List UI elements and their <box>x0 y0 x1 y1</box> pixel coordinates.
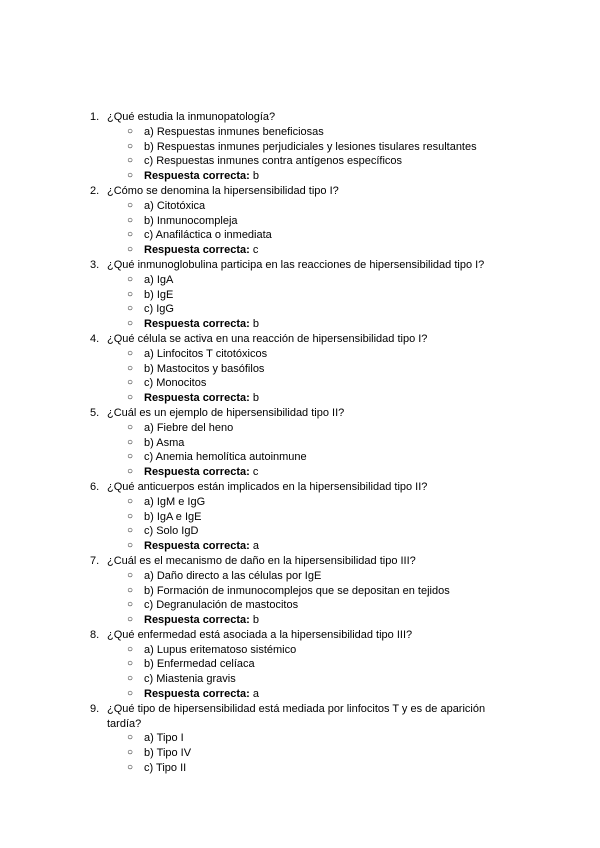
answer-value: c <box>252 466 259 479</box>
option-item <box>127 746 510 761</box>
circle-bullet-icon: ○ <box>127 214 134 226</box>
answer-label: Respuesta correcta: <box>144 318 250 331</box>
answer-item <box>127 613 510 628</box>
answer-line <box>144 243 510 258</box>
option-list <box>90 199 510 258</box>
question-list <box>90 110 510 776</box>
question-number: 7. <box>90 554 100 567</box>
circle-bullet-icon: ○ <box>127 273 134 285</box>
answer-item <box>127 243 510 258</box>
circle-bullet-icon: ○ <box>127 658 134 670</box>
question-item <box>90 258 510 332</box>
option-list <box>90 643 510 702</box>
question-text: ¿Qué anticuerpos están implicados en la hipersensibilidad tipo II? <box>107 480 428 493</box>
question-number: 4. <box>90 332 100 345</box>
answer-label: Respuesta correcta: <box>144 614 250 627</box>
circle-bullet-icon: ○ <box>127 599 134 611</box>
question-item <box>90 110 510 184</box>
option-item <box>127 761 510 776</box>
question-line <box>90 628 510 643</box>
circle-bullet-icon: ○ <box>127 451 134 463</box>
option-item <box>127 598 510 613</box>
answer-item <box>127 465 510 480</box>
option-item <box>127 154 510 169</box>
answer-line <box>144 317 510 332</box>
answer-value: c <box>252 244 259 257</box>
question-item <box>90 184 510 258</box>
answer-item <box>127 317 510 332</box>
circle-bullet-icon: ○ <box>127 525 134 537</box>
question-line <box>90 480 510 495</box>
answer-item <box>127 539 510 554</box>
option-item <box>127 524 510 539</box>
question-item <box>90 554 510 628</box>
circle-bullet-icon: ○ <box>127 362 134 374</box>
question-line <box>90 702 510 732</box>
option-item <box>127 436 510 451</box>
answer-line <box>144 539 510 554</box>
option-item <box>127 273 510 288</box>
option-text: b) IgA e IgE <box>144 510 202 523</box>
question-line <box>90 406 510 421</box>
question-line <box>90 332 510 347</box>
circle-bullet-icon: ○ <box>127 614 134 626</box>
circle-bullet-icon: ○ <box>127 584 134 596</box>
circle-bullet-icon: ○ <box>127 762 134 774</box>
option-item <box>127 421 510 436</box>
option-item <box>127 584 510 599</box>
question-item <box>90 480 510 554</box>
answer-label: Respuesta correcta: <box>144 392 250 405</box>
answer-label: Respuesta correcta: <box>144 540 250 553</box>
circle-bullet-icon: ○ <box>127 392 134 404</box>
option-text: a) Daño directo a las células por IgE <box>144 569 322 582</box>
option-item <box>127 140 510 155</box>
option-text: b) IgE <box>144 288 174 301</box>
option-list <box>90 731 510 775</box>
option-list <box>90 347 510 406</box>
question-number: 9. <box>90 702 100 715</box>
question-text: ¿Qué célula se activa en una reacción de hipersensibilidad tipo I? <box>107 332 428 345</box>
question-text: ¿Cuál es el mecanismo de daño en la hipersensibilidad tipo III? <box>107 554 416 567</box>
option-item <box>127 731 510 746</box>
question-text: ¿Cómo se denomina la hipersensibilidad tipo I? <box>107 184 339 197</box>
answer-value: b <box>252 392 259 405</box>
question-line <box>90 184 510 199</box>
question-text: ¿Qué tipo de hipersensibilidad está mediada por linfocitos T y es de aparición tardía? <box>107 702 486 730</box>
option-item <box>127 347 510 362</box>
option-item <box>127 657 510 672</box>
option-item <box>127 672 510 687</box>
option-list <box>90 569 510 628</box>
option-text: c) Degranulación de mastocitos <box>144 599 299 612</box>
question-item <box>90 628 510 702</box>
answer-label: Respuesta correcta: <box>144 688 250 701</box>
option-text: a) Tipo I <box>144 732 184 745</box>
circle-bullet-icon: ○ <box>127 377 134 389</box>
circle-bullet-icon: ○ <box>127 732 134 744</box>
option-text: a) Linfocitos T citotóxicos <box>144 347 268 360</box>
circle-bullet-icon: ○ <box>127 673 134 685</box>
option-text: b) Enfermedad celíaca <box>144 658 255 671</box>
option-text: a) Citotóxica <box>144 199 206 212</box>
circle-bullet-icon: ○ <box>127 510 134 522</box>
circle-bullet-icon: ○ <box>127 125 134 137</box>
option-text: a) Lupus eritematoso sistémico <box>144 643 297 656</box>
question-item <box>90 702 510 776</box>
circle-bullet-icon: ○ <box>127 303 134 315</box>
question-number: 3. <box>90 258 100 271</box>
question-line <box>90 258 510 273</box>
question-text: ¿Qué inmunoglobulina participa en las reacciones de hipersensibilidad tipo I? <box>107 258 485 271</box>
question-number: 1. <box>90 111 100 123</box>
question-number: 2. <box>90 184 100 197</box>
circle-bullet-icon: ○ <box>127 540 134 552</box>
circle-bullet-icon: ○ <box>127 569 134 581</box>
option-text: a) Fiebre del heno <box>144 421 234 434</box>
option-text: a) IgA <box>144 273 174 286</box>
circle-bullet-icon: ○ <box>127 229 134 241</box>
option-text: b) Tipo IV <box>144 747 192 760</box>
circle-bullet-icon: ○ <box>127 244 134 256</box>
answer-value: b <box>252 170 259 183</box>
answer-line <box>144 613 510 628</box>
question-number: 6. <box>90 480 100 493</box>
answer-item <box>127 687 510 702</box>
answer-value: a <box>252 688 259 701</box>
option-item <box>127 214 510 229</box>
question-line <box>90 110 510 125</box>
circle-bullet-icon: ○ <box>127 347 134 359</box>
question-item <box>90 332 510 406</box>
option-text: b) Formación de inmunocomplejos que se depositan en tejidos <box>144 584 450 597</box>
circle-bullet-icon: ○ <box>127 155 134 167</box>
answer-value: b <box>252 614 259 627</box>
circle-bullet-icon: ○ <box>127 466 134 478</box>
option-item <box>127 643 510 658</box>
circle-bullet-icon: ○ <box>127 643 134 655</box>
question-item <box>90 406 510 480</box>
answer-line <box>144 687 510 702</box>
answer-line <box>144 465 510 480</box>
option-item <box>127 569 510 584</box>
answer-item <box>127 169 510 184</box>
question-text: ¿Qué estudia la inmunopatología? <box>107 111 276 123</box>
question-line <box>90 554 510 569</box>
circle-bullet-icon: ○ <box>127 170 134 182</box>
option-text: c) Anafiláctica o inmediata <box>144 229 272 242</box>
option-text: a) IgM e IgG <box>144 495 206 508</box>
answer-label: Respuesta correcta: <box>144 466 250 479</box>
option-text: c) Anemia hemolítica autoinmune <box>144 451 307 464</box>
circle-bullet-icon: ○ <box>127 288 134 300</box>
option-item <box>127 288 510 303</box>
option-text: c) Monocitos <box>144 377 207 390</box>
answer-line <box>144 391 510 406</box>
option-text: c) Solo IgD <box>144 525 199 538</box>
circle-bullet-icon: ○ <box>127 421 134 433</box>
option-text: c) Tipo II <box>144 762 187 775</box>
circle-bullet-icon: ○ <box>127 495 134 507</box>
option-text: c) IgG <box>144 303 174 316</box>
question-number: 5. <box>90 406 100 419</box>
option-list <box>90 125 510 184</box>
answer-item <box>127 391 510 406</box>
option-text: b) Asma <box>144 436 185 449</box>
answer-value: a <box>252 540 259 553</box>
question-text: ¿Cuál es un ejemplo de hipersensibilidad tipo II? <box>107 406 345 419</box>
circle-bullet-icon: ○ <box>127 318 134 330</box>
option-text: b) Mastocitos y basófilos <box>144 362 265 375</box>
question-number: 8. <box>90 628 100 641</box>
option-item <box>127 495 510 510</box>
circle-bullet-icon: ○ <box>127 436 134 448</box>
option-item <box>127 450 510 465</box>
option-item <box>127 362 510 377</box>
option-item <box>127 376 510 391</box>
circle-bullet-icon: ○ <box>127 140 134 152</box>
option-list <box>90 273 510 332</box>
option-text: c) Miastenia gravis <box>144 673 236 686</box>
option-list <box>90 495 510 554</box>
answer-label: Respuesta correcta: <box>144 244 250 257</box>
option-text: a) Respuestas inmunes beneficiosas <box>144 125 324 138</box>
option-item <box>127 125 510 140</box>
option-text: c) Respuestas inmunes contra antígenos específicos <box>144 155 403 168</box>
option-item <box>127 199 510 214</box>
answer-label: Respuesta correcta: <box>144 170 250 183</box>
question-text: ¿Qué enfermedad está asociada a la hipersensibilidad tipo III? <box>107 628 413 641</box>
option-item <box>127 302 510 317</box>
option-item <box>127 228 510 243</box>
option-text: b) Inmunocompleja <box>144 214 238 227</box>
answer-value: b <box>252 318 259 331</box>
option-text: b) Respuestas inmunes perjudiciales y lesiones tisulares resultantes <box>144 140 477 153</box>
answer-line <box>144 169 510 184</box>
circle-bullet-icon: ○ <box>127 688 134 700</box>
option-item <box>127 510 510 525</box>
circle-bullet-icon: ○ <box>127 747 134 759</box>
circle-bullet-icon: ○ <box>127 199 134 211</box>
option-list <box>90 421 510 480</box>
